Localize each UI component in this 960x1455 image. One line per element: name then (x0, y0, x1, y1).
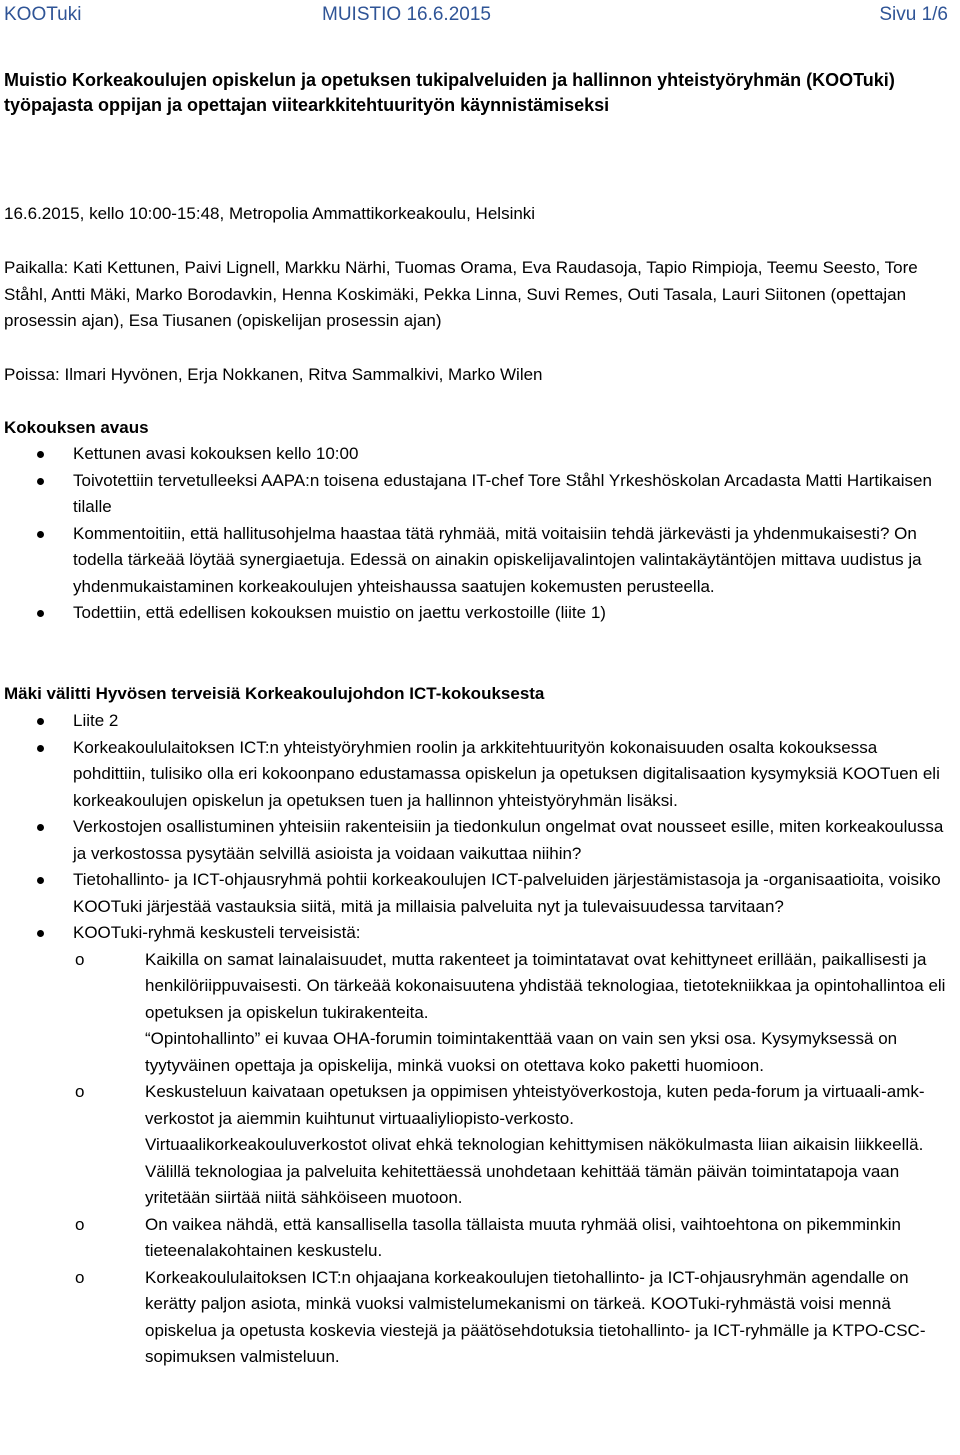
list-item (0, 468, 958, 521)
list-item-text: Tietohallinto- ja ICT-ohjausryhmä pohtii korkeakoulujen ICT-palveluiden järjestämistasoja ja -organisaatioita, voisiko KOOTuki järjestää vastauksia siitä, mitä ja millaisia palveluita nyt ja tulevaisuudessa tarvitaan? (73, 870, 941, 916)
sublist-paragraph: Kaikilla on samat lainalaisuudet, mutta rakenteet ja toimintatavat ovat kehittyneet erillään, paikallisesti ja henkilöriippuvaisesti. On tärkeää kokonaisuutena yhdistää teknologiaa, tietotekniikkaa ja opintohallintoa eli opetuksen ja opiskelun tukirakenteita. (145, 949, 946, 1022)
sublist-item (73, 1079, 954, 1212)
bullet-icon (37, 745, 44, 752)
bullet-icon (37, 877, 44, 884)
list-item-text: Verkostojen osallistuminen yhteisiin rakenteisiin ja tiedonkulun ongelmat ovat nousseet esille, miten korkeakoulussa ja verkostossa pysytään selvillä asioista ja voidaan vaikuttaa niihin? (73, 817, 944, 863)
discussion-sublist (73, 947, 954, 1371)
circle-bullet-icon: o (75, 1267, 85, 1287)
sublist-paragraph: Keskusteluun kaivataan opetuksen ja oppimisen yhteistyöverkostoja, kuten peda-forum ja virtuaali-amk-verkostot ja aiemmin kuihtunut virtuaaliyliopisto-verkosto. (145, 1082, 925, 1128)
list-item (0, 867, 958, 920)
list-item (0, 735, 958, 815)
list-item-text: Korkeakoululaitoksen ICT:n yhteistyöryhmien roolin ja arkkitehtuurityön kokonaisuuden osalta kokouksessa pohdittiin, tulisiko olla eri kokoonpano edustamassa opiskelun ja opetuksen digitalisaation kysymyksiä KOOTuen eli korkeakoulujen opiskelun ja opetuksen tuen ja hallinnon yhteistyöryhmän lisäksi. (73, 737, 940, 810)
list-item-text: Kommentoitiin, että hallitusohjelma haastaa tätä ryhmää, mitä voitaisiin tehdä järkevästi ja yhdenmukaisesti? On todella tärkeää löytää synergiaetuja. Edessä on ainakin opiskelijavalintojen valintakäytäntöjen mittava uudistus ja yhdenmukaistaminen korkeakoulujen yhteishaussa saatujen kokemusten perusteella. (73, 523, 922, 596)
attendees-present: Paikalla: Kati Kettunen, Paivi Lignell, Markku Närhi, Tuomas Orama, Eva Raudasoja, Tapio Rimpioja, Teemu Seesto, Tore Ståhl, Antti Mäki, Marko Borodavkin, Henna Koskimäki, Pekka Linna, Suvi Remes, Outi Tasala, Lauri Siitonen (opettajan prosessin ajan), Esa Tiusanen (opiskelijan prosessin ajan) (4, 258, 918, 330)
list-item-text: Kettunen avasi kokouksen kello 10:00 (73, 444, 359, 463)
sublist-paragraph: “Opintohallinto” ei kuvaa OHA-forumin toimintakenttää vaan on vain sen yksi osa. Kysymyksessä on tyytyväinen opettaja ja opiskelija, minkä vuoksi on otettava koko paketti huomioon. (145, 1029, 898, 1075)
document-title: Muistio Korkeakoulujen opiskelun ja opetuksen tukipalveluiden ja hallinnon yhteistyöryhmän (KOOTuki) työpajasta oppijan ja opettajan viitearkkitehtuurityön käynnistämiseksi (4, 70, 895, 115)
header-page-number: Sivu 1/6 (879, 4, 948, 25)
list-item-text: KOOTuki-ryhmä keskusteli terveisistä: (73, 923, 361, 942)
circle-bullet-icon: o (75, 1082, 85, 1101)
list-item-text: Toivotettiin tervetulleeksi AAPA:n toisena edustajana IT-chef Tore Ståhl Yrkeshöskolan Arcadasta Matti Hartikaisen tilalle (73, 470, 932, 516)
bullet-icon (37, 531, 44, 538)
sublist-item (73, 1212, 954, 1265)
bullet-icon (37, 478, 44, 485)
ict-meeting-list (0, 708, 958, 1371)
sublist-item (73, 1265, 954, 1371)
header-document-title: MUISTIO 16.6.2015 (322, 4, 491, 25)
bullet-icon (37, 930, 44, 937)
meeting-info: 16.6.2015, kello 10:00-15:48, Metropolia Ammattikorkeakoulu, Helsinki (4, 204, 536, 223)
list-item-text: Liite 2 (73, 711, 119, 730)
sublist-item (73, 947, 954, 1080)
list-item-text: Todettiin, että edellisen kokouksen muistio on jaettu verkostoille (liite 1) (73, 603, 606, 622)
bullet-icon (37, 718, 44, 725)
bullet-icon (37, 610, 44, 617)
circle-bullet-icon: o (75, 1214, 85, 1234)
bullet-icon (37, 451, 44, 458)
sublist-paragraph: On vaikea nähdä, että kansallisella tasolla tällaista muuta ryhmää olisi, vaihtoehtona on pikemminkin tieteenalakohtainen keskustelu. (145, 1214, 901, 1260)
attendees-absent: Poissa: Ilmari Hyvönen, Erja Nokkanen, Ritva Sammalkivi, Marko Wilen (4, 365, 543, 384)
list-item (0, 600, 958, 627)
list-item (0, 521, 958, 601)
section-heading-opening: Kokouksen avaus (4, 418, 149, 437)
header-org: KOOTuki (4, 4, 82, 25)
sublist-paragraph: Korkeakoululaitoksen ICT:n ohjaajana korkeakoulujen tietohallinto- ja ICT-ohjausryhmän agendalle on kerätty paljon asiota, minkä vuoksi valmistelumekanismi on tärkeä. KOOTuki-ryhmästä voisi mennä opiskelua ja opetusta koskevia viestejä ja päätösehdotuksia tietohallinto- ja ICT-ryhmälle ja KTPO-CSC-sopimuksen valmisteluun. (145, 1267, 926, 1366)
bullet-icon (37, 824, 44, 831)
page-header (4, 2, 948, 28)
sublist-paragraph: Virtuaalikorkeakouluverkostot olivat ehkä teknologian kehittymisen näkökulmasta liian aikaisin liikkeellä. Välillä teknologiaa ja palveluita kehitettäessä unohdetaan kehittää tämän päivän toimintatapoja vaan yritetään siirtää niitä sähköiseen muotoon. (145, 1135, 924, 1207)
list-item (0, 920, 958, 1371)
opening-list (0, 441, 958, 627)
list-item (0, 708, 958, 735)
circle-bullet-icon: o (75, 949, 85, 969)
list-item (0, 441, 958, 468)
section-heading-ict-meeting: Mäki välitti Hyvösen terveisiä Korkeakoulujohdon ICT-kokouksesta (4, 684, 545, 703)
list-item (0, 814, 958, 867)
